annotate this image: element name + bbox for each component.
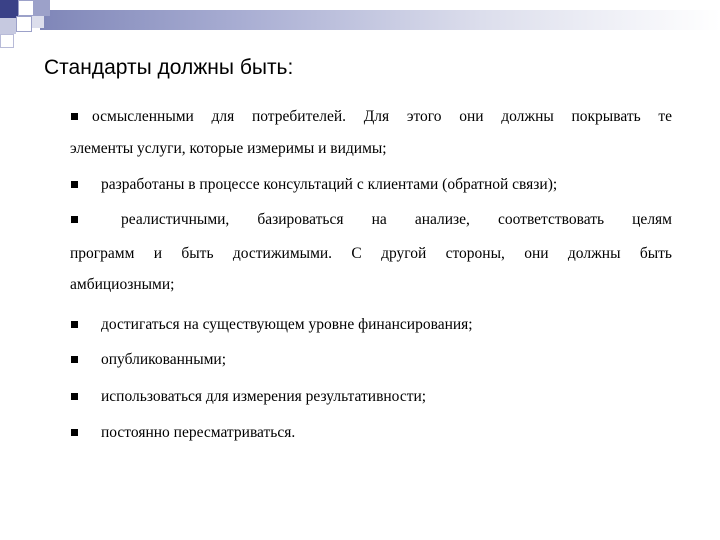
- list-item-6: использоваться для измерения результативности;: [101, 388, 427, 405]
- list-item-1-line-1: осмысленными для потребителей. Для этого они должны покрывать те: [92, 108, 672, 125]
- list-item-4: достигаться на существующем уровне финансирования;: [101, 316, 473, 333]
- list-item-3-line-2: программ и быть достижимыми. С другой стороны, они должны быть: [70, 245, 672, 262]
- bullet-marker: [71, 429, 78, 436]
- bullet-marker: [71, 181, 78, 188]
- deco-square: [18, 0, 34, 16]
- deco-square: [32, 16, 44, 28]
- bullet-marker: [71, 393, 78, 400]
- list-item-2: разработаны в процессе консультаций с клиентами (обратной связи);: [101, 176, 558, 193]
- slide-title: Стандарты должны быть:: [44, 56, 294, 79]
- deco-square: [34, 0, 50, 16]
- bullet-marker: [71, 216, 78, 223]
- header-decoration: [0, 0, 720, 60]
- bullet-marker: [71, 356, 78, 363]
- deco-square: [0, 18, 16, 34]
- list-item-3-line-1: реалистичными, базироваться на анализе, соответствовать целям: [121, 211, 672, 228]
- bullet-marker: [71, 113, 78, 120]
- list-item-3-line-3: амбициозными;: [70, 276, 175, 293]
- list-item-5: опубликованными;: [101, 351, 227, 368]
- list-item-1-line-2: элементы услуги, которые измеримы и видимы;: [70, 140, 387, 157]
- bullet-marker: [71, 321, 78, 328]
- deco-square: [16, 16, 32, 32]
- header-gradient-bar: [40, 10, 720, 30]
- deco-square: [0, 34, 14, 48]
- list-item-7: постоянно пересматриваться.: [101, 424, 296, 441]
